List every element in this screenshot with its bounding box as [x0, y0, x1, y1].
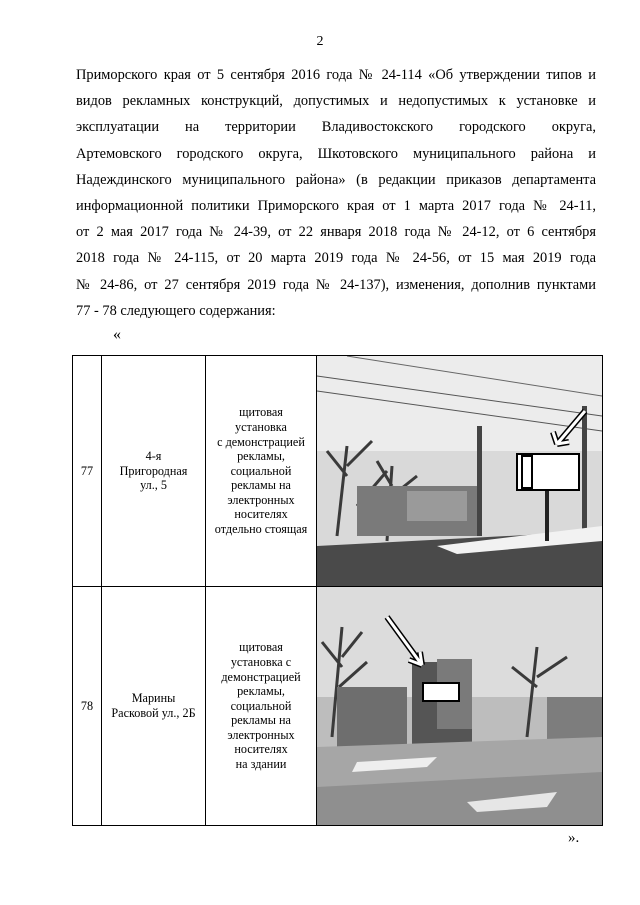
description-line: электронных — [227, 727, 295, 742]
row-address — [102, 587, 206, 826]
street-photo-building — [317, 587, 602, 825]
opening-quote-mark: « — [113, 326, 121, 343]
address-line: Пригородная — [119, 463, 188, 478]
description-line: отдельно стоящая — [214, 522, 308, 537]
paragraph-line: информационной политики Приморского края от 1 марта 2017 года № 24-11, — [76, 198, 596, 215]
street-photo-billboard — [317, 356, 602, 586]
description-line: рекламы на — [231, 713, 291, 728]
paragraph-line: 77 - 78 следующего содержания: — [76, 302, 276, 319]
description-line: демонстрацией — [221, 669, 301, 684]
paragraph-line: от 2 мая 2017 года № 24-39, от 22 января 2018 года № 24-12, от 6 сентября — [76, 224, 596, 241]
description-line: электронных — [227, 492, 295, 507]
paragraph-line: 2018 года № 24-115, от 20 марта 2019 года № 24-56, от 15 мая 2019 года — [76, 250, 596, 267]
description-line: установка — [235, 419, 287, 434]
description-line: щитовая — [239, 640, 283, 655]
row-photo — [317, 356, 603, 587]
row-photo — [317, 587, 603, 826]
paragraph-line: видов рекламных конструкций, допустимых и недопустимых к установке и — [76, 93, 596, 110]
row-description — [206, 356, 317, 587]
table-row — [73, 587, 603, 826]
address-line: Расковой ул., 2Б — [111, 706, 196, 720]
row-number: 77 — [73, 356, 102, 587]
address-line: ул., 5 — [140, 478, 167, 493]
paragraph-line: Надеждинского муниципального района» (в редакции приказов департамента — [76, 171, 596, 188]
description-line: рекламы на — [231, 478, 291, 493]
row-description — [206, 587, 317, 826]
paragraph-line: Артемовского городского округа, Шкотовского муниципального района и — [76, 145, 596, 162]
table-row — [73, 356, 603, 587]
description-line: щитовая — [239, 405, 283, 420]
address-line: 4-я — [145, 449, 162, 464]
body-paragraph — [76, 62, 596, 324]
description-line: социальной — [230, 463, 292, 478]
paragraph-line: № 24-86, от 27 сентября 2019 года № 24-137), изменения, дополнив пунктами — [76, 276, 596, 293]
closing-quote-mark: ». — [568, 830, 580, 846]
paragraph-line: Приморского края от 5 сентября 2016 года № 24-114 «Об утверждении типов и — [76, 67, 596, 83]
description-line: установка с — [230, 654, 292, 669]
advertising-structures-table — [72, 355, 603, 826]
paragraph-line: эксплуатации на территории Владивостокского городского округа, — [76, 119, 596, 136]
address-line: Марины — [131, 691, 176, 706]
description-line: носителях — [234, 742, 288, 757]
description-line: на здании — [235, 757, 287, 772]
row-number: 78 — [73, 587, 102, 826]
description-line: социальной — [230, 698, 292, 713]
description-line: рекламы, — [237, 449, 285, 464]
description-line: с демонстрацией — [217, 434, 305, 449]
row-address — [102, 356, 206, 587]
description-line: носителях — [234, 507, 288, 522]
page-number: 2 — [316, 34, 324, 49]
description-line: рекламы, — [237, 684, 285, 699]
